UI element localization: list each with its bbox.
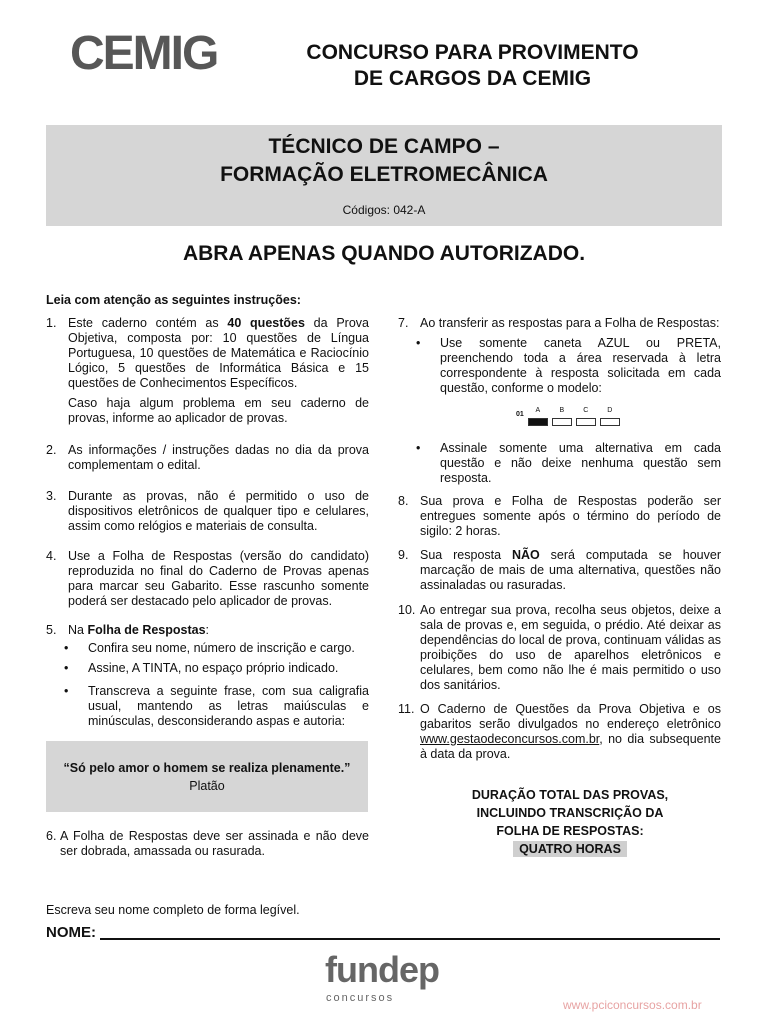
header-title xyxy=(250,40,695,92)
duration-highlight: QUATRO HORAS xyxy=(513,841,627,857)
header-line-2: DE CARGOS DA CEMIG xyxy=(353,67,592,90)
model-option xyxy=(600,403,620,426)
t: : xyxy=(205,623,210,637)
model-option xyxy=(576,403,596,426)
item-number: 10. xyxy=(398,603,416,617)
quote-author: Platão xyxy=(189,779,225,793)
model-row-number: 01 xyxy=(516,411,524,418)
t: Sua resposta xyxy=(420,548,512,562)
bullet-icon: • xyxy=(64,684,69,698)
bullet-icon: • xyxy=(64,641,69,655)
t: Este caderno contém as xyxy=(68,316,228,330)
band-title-2: FORMAÇÃO ELETROMECÂNICA xyxy=(220,163,548,186)
bullet-text: Transcreva a seguinte frase, com sua caligrafia usual, mantendo as letras maiúsculas e minúsculas, desconsiderando aspas e autoria: xyxy=(88,684,369,728)
duration-line: INCLUINDO TRANSCRIÇÃO DA xyxy=(476,806,664,820)
instructions-lead: Leia com atenção as seguintes instruções: xyxy=(46,293,301,307)
t: da Prova Objetiva, composta por: 10 questões de Língua Portuguesa, 10 questões de Matemática e Raciocínio Lógico, 5 questões de Informática Básica e 15 questões de Conhecimentos Específicos. xyxy=(68,316,369,390)
item-text xyxy=(68,623,369,638)
header-line-1: CONCURSO PARA PROVIMENTO xyxy=(306,41,639,64)
duration-line: DURAÇÃO TOTAL DAS PROVAS, xyxy=(471,788,669,802)
item-number: 1. xyxy=(46,316,57,330)
t: Na xyxy=(68,623,88,637)
fundep-logo: fundep xyxy=(325,949,439,990)
item-number: 8. xyxy=(398,494,409,508)
t: NÃO xyxy=(512,548,540,562)
site-watermark: www.pciconcursos.com.br xyxy=(563,998,702,1012)
item-text: Sua prova e Folha de Respostas poderão ser entregues somente após o término do período de sigilo: 2 horas. xyxy=(420,494,721,538)
empty-box xyxy=(600,418,620,426)
item-text: Ao transferir as respostas para a Folha de Respostas: xyxy=(420,316,720,330)
item-number: 3. xyxy=(46,489,57,503)
band-title xyxy=(46,133,722,189)
empty-box xyxy=(576,418,596,426)
band-code: Códigos: 042-A xyxy=(342,203,426,217)
item-text-2: Caso haja algum problema em seu caderno de provas, informe ao aplicador de provas. xyxy=(68,396,369,425)
model-letter: C xyxy=(583,407,589,414)
item-number: 2. xyxy=(46,443,57,457)
bullet-text: Confira seu nome, número de inscrição e cargo. xyxy=(88,641,355,655)
duration-line: FOLHA DE RESPOSTAS: xyxy=(496,824,644,838)
abra-warning: ABRA APENAS QUANDO AUTORIZADO. xyxy=(182,242,586,265)
bullet-text: Assine, A TINTA, no espaço próprio indicado. xyxy=(88,661,339,675)
item-text: A Folha de Respostas deve ser assinada e não deve ser dobrada, amassada ou rasurada. xyxy=(60,829,369,858)
item-number: 5. xyxy=(46,623,57,637)
quote-box xyxy=(46,741,368,812)
fundep-subtitle: concursos xyxy=(326,992,395,1004)
bullet-text: Use somente caneta AZUL ou PRETA, preenchendo toda a área reservada à letra correspondente à resposta solicitada em cada questão, conforme o modelo: xyxy=(440,336,721,395)
quote-text: “Só pelo amor o homem se realiza plenamente.” xyxy=(63,761,351,775)
t: , no dia subsequente à data da prova. xyxy=(420,732,721,761)
bullet-icon: • xyxy=(64,661,69,675)
item-text: As informações / instruções dadas no dia da prova complementam o edital. xyxy=(68,443,369,472)
item-number: 4. xyxy=(46,549,57,563)
item-number: 9. xyxy=(398,548,409,562)
name-label: NOME: xyxy=(46,924,96,941)
item-number: 11. xyxy=(398,702,415,716)
item-number: 7. xyxy=(398,316,409,330)
t: será computada se houver marcação de mais de uma alternativa, questões não assinaladas ou rasuradas. xyxy=(420,548,721,592)
empty-box xyxy=(552,418,572,426)
answer-model xyxy=(516,403,620,426)
item-text: Ao entregar sua prova, recolha seus objetos, deixe a sala de provas e, em seguida, o prédio. Até deixar as dependências do local de prova, continuam válidas as proibições do uso de aparelhos eletrônicos e celulares, bem como não lhe é mais permitido o uso dos sanitários. xyxy=(420,603,721,692)
item-text xyxy=(68,316,369,391)
item-text xyxy=(420,548,721,593)
title-band xyxy=(46,125,722,226)
bullet-icon: • xyxy=(416,336,421,350)
item-text: Durante as provas, não é permitido o uso de dispositivos eletrônicos de qualquer tipo e celulares, assim como relógios e materiais de consulta. xyxy=(68,489,369,533)
duration-box xyxy=(420,786,720,858)
model-letter: D xyxy=(607,407,613,414)
bullet-text: Assinale somente uma alternativa em cada questão e não deixe nenhuma questão sem resposta. xyxy=(440,441,721,485)
model-letter: A xyxy=(535,407,541,414)
filled-box xyxy=(528,418,548,426)
item-text: Use a Folha de Respostas (versão do candidato) reproduzida no final do Caderno de Provas apenas para marcar seu Gabarito. Esse rascunho somente poderá ser destacado pelo aplicador de provas. xyxy=(68,549,369,608)
item-text xyxy=(420,702,721,762)
t: O Caderno de Questões da Prova Objetiva e os gabaritos serão divulgados no endereço eletrônico xyxy=(420,702,721,731)
name-line[interactable] xyxy=(100,938,720,940)
cemig-logo: CEMIG xyxy=(70,27,218,80)
name-instruction: Escreva seu nome completo de forma legível. xyxy=(46,903,300,917)
t: 40 questões xyxy=(227,316,305,330)
model-option xyxy=(552,403,572,426)
bullet-icon: • xyxy=(416,441,421,455)
item-number: 6. xyxy=(46,829,57,843)
model-option xyxy=(528,403,548,426)
band-title-1: TÉCNICO DE CAMPO – xyxy=(268,135,500,158)
t: Folha de Respostas xyxy=(87,623,206,637)
model-letter: B xyxy=(559,407,565,414)
results-link[interactable]: www.gestaodeconcursos.com.br xyxy=(420,732,600,746)
